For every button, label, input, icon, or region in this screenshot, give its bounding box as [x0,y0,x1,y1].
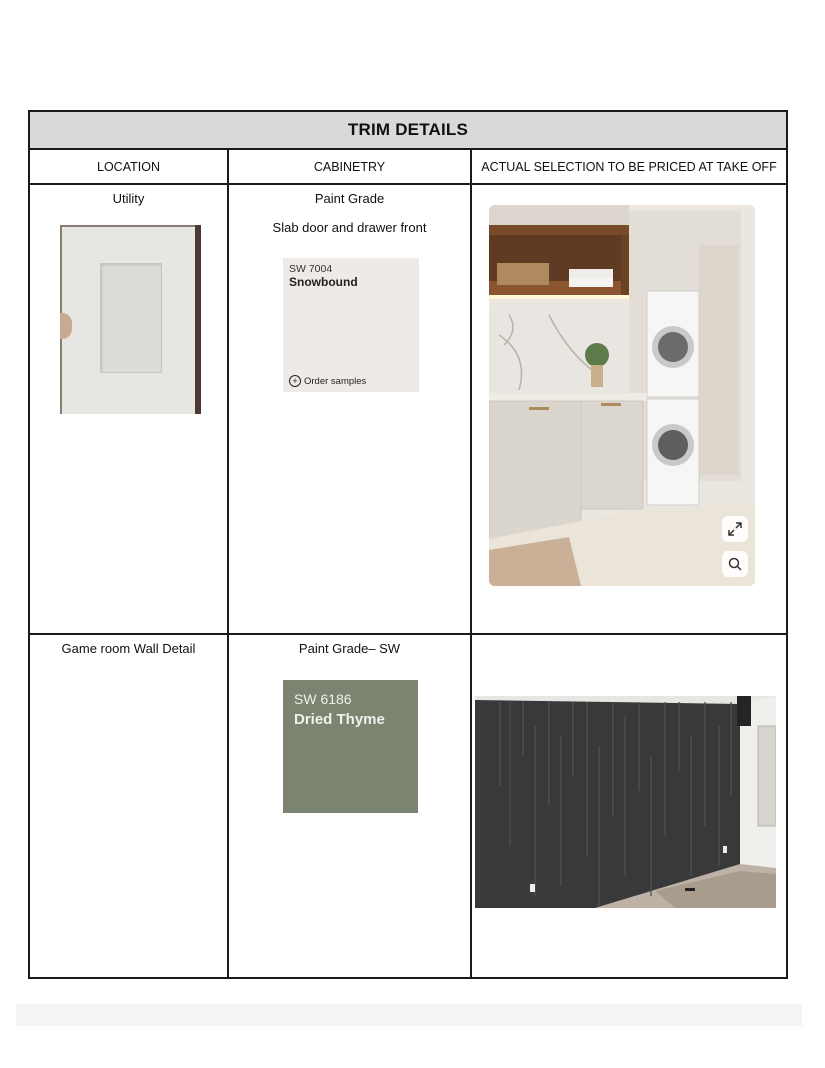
row2-location-label: Game room Wall Detail [61,641,196,656]
order-samples-link[interactable] [289,375,366,387]
row1-selection-cell [472,185,786,635]
accent-wall-photo [475,696,776,908]
row1-location-cell [30,185,229,635]
visual-search-button[interactable] [722,551,748,577]
swatch-name: Dried Thyme [294,711,385,728]
row1-cabinetry-label: Paint Grade [314,191,385,206]
cabinet-door-image [60,225,201,414]
swatch-code: SW 7004 [289,263,333,275]
row1-cabinetry-detail: Slab door and drawer front [272,220,427,235]
expand-icon [728,522,742,536]
page-footer-band [16,1004,802,1026]
order-samples-label: Order samples [304,375,367,387]
trim-details-table [28,110,788,979]
row2-location-cell [30,635,229,977]
header-location: LOCATION [30,150,229,185]
swatch-code: SW 6186 [294,691,352,707]
row1-cabinetry-cell [229,185,472,635]
swatch-name: Snowbound [289,275,358,289]
header-selection: ACTUAL SELECTION TO BE PRICED AT TAKE OFF [472,150,786,185]
row2-cabinetry-label: Paint Grade– SW [298,641,401,656]
laundry-room-photo [489,205,755,586]
row2-selection-cell [472,635,786,977]
row1-location-label: Utility [112,191,145,206]
table-title: TRIM DETAILS [30,112,786,150]
visual-search-icon [728,557,742,571]
add-circle-icon: + [289,375,301,387]
dried-thyme-swatch [283,680,418,813]
row2-cabinetry-cell [229,635,472,977]
header-cabinetry: CABINETRY [229,150,472,185]
expand-button[interactable] [722,516,748,542]
snowbound-swatch [283,258,419,392]
